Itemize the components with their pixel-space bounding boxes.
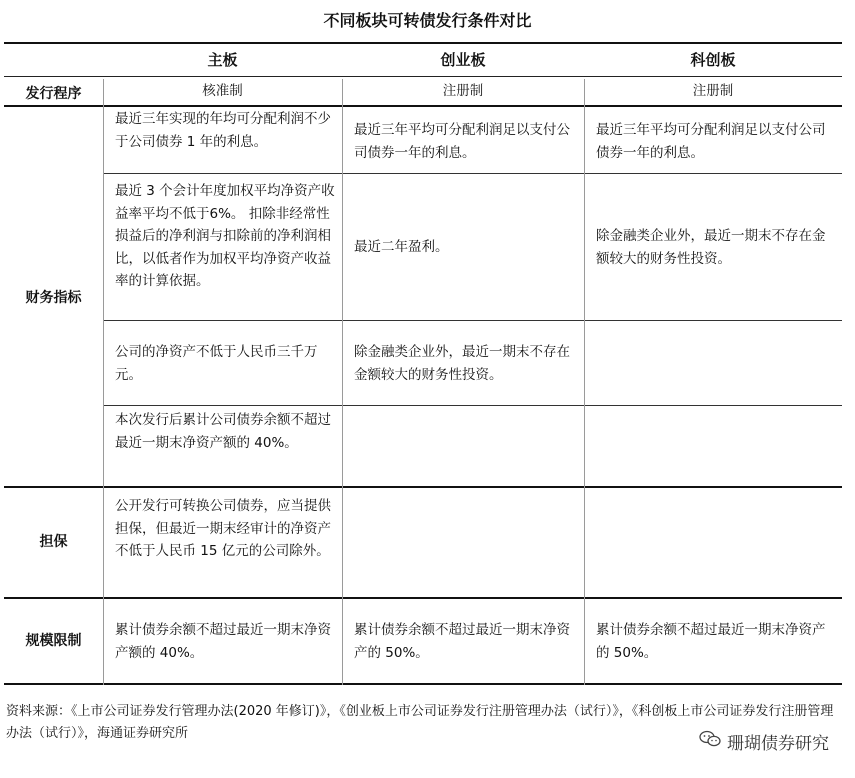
watermark: [699, 729, 829, 754]
financial-profit-main: 最近三年实现的年均可分配利润不少于公司债券 1 年的利息。: [115, 111, 331, 150]
bottom-rule: [4, 683, 842, 685]
guarantee-rule: [4, 597, 842, 599]
financial-bond-balance-main: 本次发行后累计公司债券余额不超过最近一期末净资产额的 40%。: [115, 412, 331, 451]
column-header-star-market: 科创板: [690, 51, 736, 69]
wechat-icon: [699, 730, 721, 753]
column-header-main-board: 主板: [207, 51, 238, 69]
column-divider-3: [584, 79, 585, 685]
financial-net-assets-chinext: 除金融类企业外，最近一期末不存在金额较大的财务性投资。: [354, 344, 570, 383]
financial-sub-rule-1: [103, 173, 842, 174]
column-divider-2: [342, 79, 343, 685]
top-rule: [4, 42, 842, 44]
financial-profit-chinext: 最近三年平均可分配利润足以支付公司债券一年的利息。: [354, 122, 570, 161]
row-header-scale: 规模限制: [25, 633, 82, 649]
financial-net-assets-main: 公司的净资产不低于人民币三千万元。: [115, 344, 318, 383]
row-header-guarantee: 担保: [39, 534, 68, 550]
row-header-financial: 财务指标: [25, 290, 82, 306]
guarantee-main: 公开发行可转换公司债券，应当提供担保，但最近一期末经审计的净资产不低于人民币 15 亿元的公司除外。: [115, 498, 331, 559]
issuance-chinext: 注册制: [442, 83, 484, 99]
scale-star: 累计债券余额不超过最近一期末净资产的 50%。: [596, 622, 826, 661]
scale-chinext: 累计债券余额不超过最近一期末净资产的 50%。: [354, 622, 570, 661]
source-note: 资料来源：《上市公司证券发行管理办法(2020 年修订)》，《创业板上市公司证券发行注册管理办法（试行）》，《科创板上市公司证券发行注册管理办法（试行）》，海通证券研究所: [6, 704, 834, 741]
financial-roe-star: 除金融类企业外，最近一期末不存在金额较大的财务性投资。: [596, 228, 826, 267]
financial-sub-rule-3: [103, 405, 842, 406]
header-rule: [4, 76, 842, 77]
financial-rule: [4, 486, 842, 488]
row-header-issuance: 发行程序: [25, 86, 82, 102]
financial-roe-chinext: 最近二年盈利。: [354, 239, 449, 255]
column-divider-1: [103, 79, 104, 685]
scale-main: 累计债券余额不超过最近一期末净资产额的 40%。: [115, 622, 331, 661]
watermark-text: 珊瑚债券研究: [727, 734, 829, 754]
issuance-star: 注册制: [692, 83, 734, 99]
financial-profit-star: 最近三年平均可分配利润足以支付公司债券一年的利息。: [596, 122, 826, 161]
issuance-rule: [4, 105, 842, 107]
issuance-main: 核准制: [202, 83, 243, 99]
financial-roe-main: 最近 3 个会计年度加权平均净资产收益率平均不低于6%。 扣除非经常性损益后的净利润与扣除前的净利润相比，以低者作为加权平均净资产收益率的计算依据。: [115, 183, 335, 289]
table-title: 不同板块可转债发行条件对比: [323, 11, 532, 30]
column-header-chinext: 创业板: [440, 51, 486, 69]
financial-sub-rule-2: [103, 320, 842, 321]
